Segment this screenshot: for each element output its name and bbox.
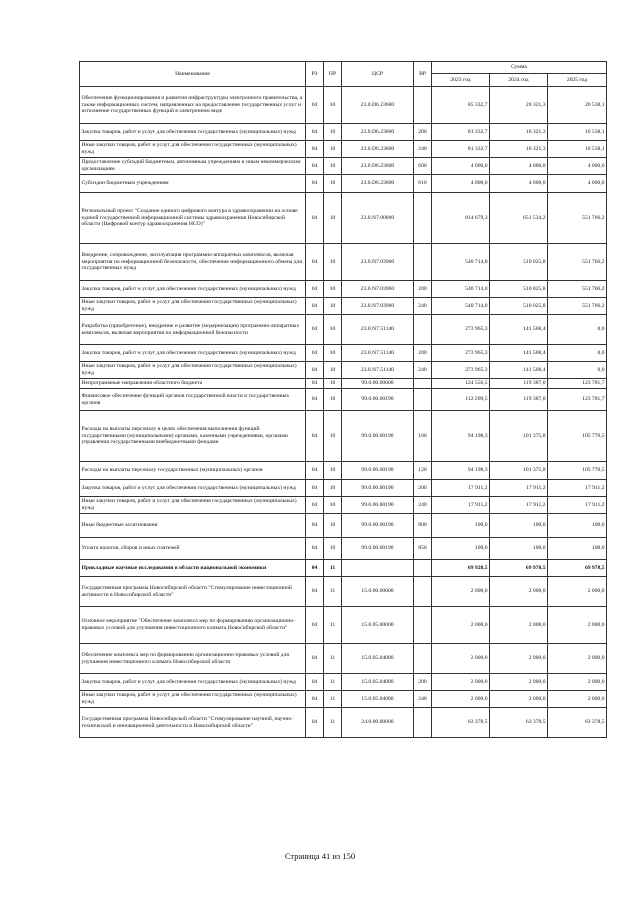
cell-name: Иные закупки товаров, работ и услуг для обеспечения государственных (муниципальных) нужд — [80, 298, 306, 315]
cell-2024: 69 978,5 — [490, 560, 548, 577]
cell-rz: 04 — [306, 193, 324, 244]
cell-pr: 10 — [324, 497, 342, 514]
cell-rz: 04 — [306, 244, 324, 281]
cell-name: Субсидии бюджетным учреждениям — [80, 175, 306, 193]
cell-2023: 2 000,0 — [432, 644, 490, 674]
cell-vr — [414, 379, 432, 389]
cell-pr: 11 — [324, 691, 342, 708]
table-row — [80, 193, 607, 244]
table-body — [80, 87, 607, 738]
cell-csr: 23.0.N7.03960 — [342, 298, 414, 315]
cell-2025: 20 538,1 — [548, 87, 607, 124]
cell-vr — [414, 389, 432, 411]
cell-csr: 23.0.D6.23600 — [342, 87, 414, 124]
cell-2023: 69 928,5 — [432, 560, 490, 577]
cell-csr: 99.0.00.00190 — [342, 538, 414, 560]
cell-2023: 100,0 — [432, 514, 490, 538]
cell-2025: 16 538,1 — [548, 141, 607, 158]
cell-2023: 124 556,5 — [432, 379, 490, 389]
cell-name: Расходы на выплаты персоналу государственных (муниципальных) органов — [80, 462, 306, 480]
cell-rz: 04 — [306, 514, 324, 538]
cell-pr: 10 — [324, 480, 342, 497]
cell-2025: 100,0 — [548, 514, 607, 538]
cell-pr: 10 — [324, 124, 342, 141]
header-rz: РЗ — [306, 62, 324, 87]
cell-csr: 24.0.00.00000 — [342, 708, 414, 738]
cell-csr: 23.0.N7.00000 — [342, 193, 414, 244]
cell-name: Внедрение, сопровождение, эксплуатация программно-аппаратных комплексов, включая мероприятия по информационной безопасности, обеспечение информационного обмена для государственных нужд — [80, 244, 306, 281]
header-year-2025: 2025 год — [548, 74, 607, 87]
cell-name: Уплата налогов, сборов и иных платежей — [80, 538, 306, 560]
cell-name: Обеспечение функционирования и развития инфраструктуры электронного правительства, а также информационных систем, направленных на предоставление государственных услуг и исполнение государственных функций в электронном виде — [80, 87, 306, 124]
cell-2023: 100,0 — [432, 538, 490, 560]
cell-vr — [414, 315, 432, 345]
cell-pr: 10 — [324, 141, 342, 158]
cell-pr: 11 — [324, 577, 342, 607]
cell-csr: 23.0.D6.23600 — [342, 141, 414, 158]
cell-vr: 240 — [414, 362, 432, 379]
table-row — [80, 141, 607, 158]
cell-rz: 04 — [306, 124, 324, 141]
cell-rz: 04 — [306, 480, 324, 497]
cell-csr: 99.0.00.00190 — [342, 514, 414, 538]
cell-vr — [414, 560, 432, 577]
cell-2023: 94 198,3 — [432, 462, 490, 480]
cell-csr: 23.0.D6.23600 — [342, 175, 414, 193]
table-row — [80, 480, 607, 497]
cell-csr: 15.0.00.00000 — [342, 577, 414, 607]
cell-2023: 273 965,3 — [432, 345, 490, 362]
cell-csr: 99.0.00.00190 — [342, 411, 414, 462]
cell-name: Финансовое обеспечение функций органов государственной власти и государственных органов — [80, 389, 306, 411]
cell-rz: 04 — [306, 345, 324, 362]
cell-vr: 800 — [414, 514, 432, 538]
cell-csr: 99.0.00.00190 — [342, 462, 414, 480]
cell-pr: 10 — [324, 158, 342, 175]
cell-pr: 10 — [324, 389, 342, 411]
cell-pr: 11 — [324, 644, 342, 674]
cell-pr: 11 — [324, 674, 342, 691]
cell-name: Разработка (приобретение), внедрение и развитие (модернизация) программно-аппаратных комплексов, включая мероприятия по информационной безопасности — [80, 315, 306, 345]
cell-rz: 04 — [306, 379, 324, 389]
cell-pr: 10 — [324, 514, 342, 538]
cell-vr: 240 — [414, 691, 432, 708]
cell-rz: 04 — [306, 538, 324, 560]
table-row — [80, 389, 607, 411]
cell-2024: 2 000,0 — [490, 674, 548, 691]
budget-table-sheet — [79, 61, 606, 738]
header-year-2023: 2023 год — [432, 74, 490, 87]
cell-2025: 551 766,2 — [548, 298, 607, 315]
cell-2023: 540 714,0 — [432, 298, 490, 315]
cell-csr: 23.0.N7.51140 — [342, 362, 414, 379]
cell-2025: 551 766,2 — [548, 281, 607, 298]
table-row — [80, 497, 607, 514]
cell-vr — [414, 244, 432, 281]
cell-name: Закупка товаров, работ и услуг для обеспечения государственных (муниципальных) нужд — [80, 480, 306, 497]
cell-2024: 2 000,0 — [490, 644, 548, 674]
cell-csr: 23.0.N7.03960 — [342, 244, 414, 281]
header-pr: ПР — [324, 62, 342, 87]
cell-name: Предоставление субсидий бюджетным, автономным учреждениям и иным некоммерческим организациям — [80, 158, 306, 175]
cell-2024: 119 387,0 — [490, 389, 548, 411]
cell-2024: 16 321,3 — [490, 124, 548, 141]
table-row — [80, 87, 607, 124]
cell-csr: 23.0.N7.03960 — [342, 281, 414, 298]
table-row — [80, 411, 607, 462]
cell-rz: 04 — [306, 497, 324, 514]
cell-2025: 0,0 — [548, 345, 607, 362]
cell-vr: 200 — [414, 345, 432, 362]
cell-name: Иные закупки товаров, работ и услуг для обеспечения государственных (муниципальных) нужд — [80, 141, 306, 158]
cell-name: Основное мероприятие "Обеспечение комплекса мер по формированию организационно-правовых условий для улучшения инвестиционного климата Новосибирской области" — [80, 607, 306, 644]
cell-vr: 200 — [414, 480, 432, 497]
cell-2023: 540 714,0 — [432, 281, 490, 298]
cell-csr: 23.0.D6.23600 — [342, 124, 414, 141]
cell-rz: 04 — [306, 87, 324, 124]
cell-rz: 04 — [306, 674, 324, 691]
cell-name: Закупка товаров, работ и услуг для обеспечения государственных (муниципальных) нужд — [80, 124, 306, 141]
table-row — [80, 607, 607, 644]
cell-rz: 04 — [306, 281, 324, 298]
header-row-top — [80, 62, 607, 74]
cell-csr: 15.0.05.04080 — [342, 691, 414, 708]
cell-2025: 16 538,1 — [548, 124, 607, 141]
cell-pr: 10 — [324, 345, 342, 362]
cell-rz: 04 — [306, 691, 324, 708]
cell-name: Обеспечение комплекса мер по формированию организационно-правовых условий для улучшения инвестиционного климата Новосибирской области — [80, 644, 306, 674]
cell-2023: 814 679,3 — [432, 193, 490, 244]
cell-2025: 123 781,7 — [548, 389, 607, 411]
cell-pr: 10 — [324, 362, 342, 379]
cell-2025: 69 978,5 — [548, 560, 607, 577]
cell-2023: 81 332,7 — [432, 124, 490, 141]
cell-csr: 15.0.05.04080 — [342, 644, 414, 674]
cell-2024: 510 025,8 — [490, 298, 548, 315]
cell-name: Закупка товаров, работ и услуг для обеспечения государственных (муниципальных) нужд — [80, 345, 306, 362]
cell-2025: 2 000,0 — [548, 644, 607, 674]
cell-vr — [414, 644, 432, 674]
cell-rz: 04 — [306, 708, 324, 738]
page-number: Страница 41 из 150 — [284, 851, 356, 861]
table-row — [80, 345, 607, 362]
cell-name: Иные закупки товаров, работ и услуг для обеспечения государственных (муниципальных) нужд — [80, 497, 306, 514]
cell-pr: 10 — [324, 411, 342, 462]
cell-vr — [414, 193, 432, 244]
cell-pr: 10 — [324, 87, 342, 124]
table-row — [80, 644, 607, 674]
cell-2025: 17 911,2 — [548, 497, 607, 514]
cell-2025: 2 000,0 — [548, 674, 607, 691]
cell-2025: 551 766,2 — [548, 244, 607, 281]
cell-rz: 04 — [306, 315, 324, 345]
table-row — [80, 362, 607, 379]
cell-name: Региональный проект "Создание единого цифрового контура в здравоохранении на основе единой государственной информационной системы здравоохранения Новосибирской области (Цифровой контур здравоохранения НСО)" — [80, 193, 306, 244]
cell-2024: 17 911,2 — [490, 480, 548, 497]
cell-vr: 240 — [414, 298, 432, 315]
cell-vr: 850 — [414, 538, 432, 560]
cell-2023: 4 000,0 — [432, 175, 490, 193]
cell-2025: 2 000,0 — [548, 691, 607, 708]
cell-2023: 540 714,0 — [432, 244, 490, 281]
cell-vr — [414, 607, 432, 644]
table-row — [80, 514, 607, 538]
cell-csr: 23.0.D6.23600 — [342, 158, 414, 175]
table-row — [80, 577, 607, 607]
cell-rz: 04 — [306, 560, 324, 577]
table-row — [80, 124, 607, 141]
cell-name: Расходы на выплаты персоналу в целях обеспечения выполнения функций государственными (муниципальными) органами, казенными учреждениями, органами управления государственными внебюджетными фондами — [80, 411, 306, 462]
cell-rz: 04 — [306, 362, 324, 379]
cell-pr: 10 — [324, 379, 342, 389]
table-row — [80, 538, 607, 560]
cell-pr: 11 — [324, 607, 342, 644]
cell-2025: 105 770,5 — [548, 411, 607, 462]
cell-rz: 04 — [306, 411, 324, 462]
cell-2024: 101 375,8 — [490, 411, 548, 462]
table-row — [80, 674, 607, 691]
cell-2023: 2 000,0 — [432, 674, 490, 691]
cell-vr — [414, 577, 432, 607]
cell-2024: 141 508,4 — [490, 315, 548, 345]
cell-2023: 85 332,7 — [432, 87, 490, 124]
cell-name: Государственная программа Новосибирской области "Стимулирование инвестиционной активности в Новосибирской области" — [80, 577, 306, 607]
cell-pr: 11 — [324, 560, 342, 577]
cell-vr: 100 — [414, 411, 432, 462]
cell-2024: 141 508,4 — [490, 362, 548, 379]
cell-vr: 240 — [414, 141, 432, 158]
cell-name: Прикладные научные исследования в области национальной экономики — [80, 560, 306, 577]
cell-csr: 99.0.00.00190 — [342, 480, 414, 497]
cell-vr: 200 — [414, 124, 432, 141]
cell-2025: 0,0 — [548, 362, 607, 379]
cell-csr: 99.0.00.00190 — [342, 497, 414, 514]
cell-2025: 17 911,2 — [548, 480, 607, 497]
cell-2023: 94 198,3 — [432, 411, 490, 462]
cell-csr: 99.0.00.00190 — [342, 389, 414, 411]
cell-2023: 4 000,0 — [432, 158, 490, 175]
cell-vr: 200 — [414, 281, 432, 298]
cell-pr: 10 — [324, 315, 342, 345]
table-row — [80, 158, 607, 175]
table-row — [80, 560, 607, 577]
cell-rz: 04 — [306, 577, 324, 607]
cell-rz: 04 — [306, 607, 324, 644]
cell-2023: 63 378,5 — [432, 708, 490, 738]
cell-pr: 10 — [324, 175, 342, 193]
cell-2023: 112 209,5 — [432, 389, 490, 411]
table-row — [80, 379, 607, 389]
cell-2023: 17 911,2 — [432, 480, 490, 497]
cell-vr: 240 — [414, 497, 432, 514]
cell-rz: 04 — [306, 175, 324, 193]
cell-pr: 10 — [324, 298, 342, 315]
cell-vr: 610 — [414, 175, 432, 193]
cell-rz: 04 — [306, 298, 324, 315]
cell-2024: 4 000,0 — [490, 175, 548, 193]
cell-pr: 10 — [324, 244, 342, 281]
cell-2024: 101 375,8 — [490, 462, 548, 480]
cell-name: Закупка товаров, работ и услуг для обеспечения государственных (муниципальных) нужд — [80, 281, 306, 298]
cell-2024: 2 000,0 — [490, 577, 548, 607]
cell-2025: 4 000,0 — [548, 158, 607, 175]
cell-csr: 23.0.N7.51140 — [342, 315, 414, 345]
cell-name: Государственная программа Новосибирской области "Стимулирование научной, научно-технической и инновационной деятельности в Новосибирской области" — [80, 708, 306, 738]
cell-2023: 273 965,3 — [432, 315, 490, 345]
cell-name: Иные закупки товаров, работ и услуг для обеспечения государственных (муниципальных) нужд — [80, 362, 306, 379]
cell-pr: 11 — [324, 708, 342, 738]
table-row — [80, 708, 607, 738]
cell-2024: 4 000,0 — [490, 158, 548, 175]
cell-2024: 2 000,0 — [490, 607, 548, 644]
table-row — [80, 691, 607, 708]
cell-2024: 119 387,0 — [490, 379, 548, 389]
cell-vr — [414, 708, 432, 738]
cell-csr: 23.0.N7.51140 — [342, 345, 414, 362]
cell-rz: 04 — [306, 644, 324, 674]
cell-2024: 63 378,5 — [490, 708, 548, 738]
header-csr: ЦСР — [342, 62, 414, 87]
cell-2025: 105 770,5 — [548, 462, 607, 480]
cell-2025: 551 766,2 — [548, 193, 607, 244]
cell-2025: 123 781,7 — [548, 379, 607, 389]
cell-2023: 17 911,2 — [432, 497, 490, 514]
header-year-2024: 2024 год — [490, 74, 548, 87]
cell-2023: 81 332,7 — [432, 141, 490, 158]
table-row — [80, 175, 607, 193]
table-row — [80, 462, 607, 480]
cell-2023: 2 000,0 — [432, 577, 490, 607]
cell-rz: 04 — [306, 158, 324, 175]
cell-2024: 2 000,0 — [490, 691, 548, 708]
budget-table — [79, 61, 607, 738]
cell-2024: 16 321,3 — [490, 141, 548, 158]
header-sums: Сумма — [432, 62, 607, 74]
cell-rz: 04 — [306, 389, 324, 411]
cell-2025: 0,0 — [548, 315, 607, 345]
table-row — [80, 315, 607, 345]
cell-vr: 200 — [414, 674, 432, 691]
cell-2023: 273 965,3 — [432, 362, 490, 379]
header-vr: ВР — [414, 62, 432, 87]
table-row — [80, 244, 607, 281]
cell-vr: 120 — [414, 462, 432, 480]
cell-2024: 651 534,2 — [490, 193, 548, 244]
cell-2025: 2 000,0 — [548, 607, 607, 644]
cell-2024: 510 025,8 — [490, 281, 548, 298]
cell-pr: 10 — [324, 462, 342, 480]
cell-2024: 20 321,3 — [490, 87, 548, 124]
cell-csr — [342, 560, 414, 577]
cell-2024: 100,0 — [490, 538, 548, 560]
cell-csr: 15.0.05.00000 — [342, 607, 414, 644]
cell-rz: 04 — [306, 141, 324, 158]
table-row — [80, 281, 607, 298]
cell-name: Иные закупки товаров, работ и услуг для обеспечения государственных (муниципальных) нужд — [80, 691, 306, 708]
cell-2024: 17 911,2 — [490, 497, 548, 514]
cell-vr — [414, 87, 432, 124]
cell-2023: 2 000,0 — [432, 691, 490, 708]
cell-2025: 63 378,5 — [548, 708, 607, 738]
table-row — [80, 298, 607, 315]
cell-csr: 15.0.05.04080 — [342, 674, 414, 691]
cell-csr: 99.0.00.00000 — [342, 379, 414, 389]
cell-2023: 2 000,0 — [432, 607, 490, 644]
cell-pr: 10 — [324, 193, 342, 244]
cell-pr: 10 — [324, 538, 342, 560]
cell-rz: 04 — [306, 462, 324, 480]
cell-2024: 100,0 — [490, 514, 548, 538]
cell-2025: 2 000,0 — [548, 577, 607, 607]
cell-2024: 141 508,4 — [490, 345, 548, 362]
cell-name: Закупка товаров, работ и услуг для обеспечения государственных (муниципальных) нужд — [80, 674, 306, 691]
cell-name: Непрограммные направления областного бюджета — [80, 379, 306, 389]
cell-2025: 100,0 — [548, 538, 607, 560]
cell-2025: 4 000,0 — [548, 175, 607, 193]
cell-name: Иные бюджетные ассигнования — [80, 514, 306, 538]
cell-vr: 600 — [414, 158, 432, 175]
header-name: Наименование — [80, 62, 306, 87]
cell-pr: 10 — [324, 281, 342, 298]
cell-2024: 510 025,8 — [490, 244, 548, 281]
